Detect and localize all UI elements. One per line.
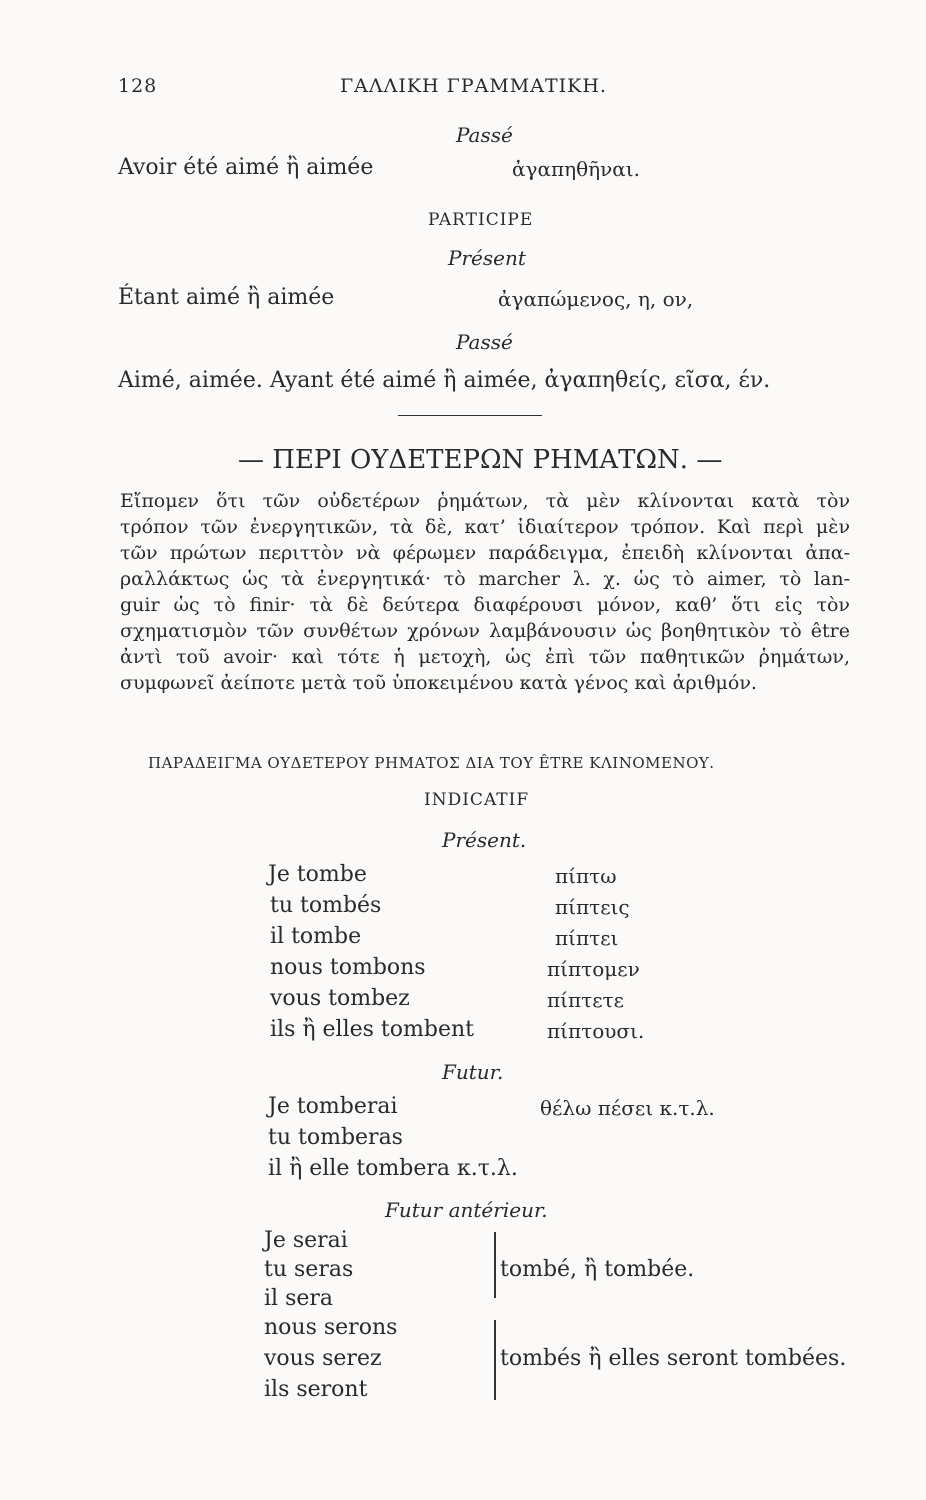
futur-fr-3: il ἢ elle tombera κ.τ.λ. xyxy=(268,1156,518,1181)
present-gr-5: πίπτετε xyxy=(547,988,624,1012)
fa-aux-3: il sera xyxy=(264,1286,334,1311)
paragraph-line: ραλλάκτως ὡς τὰ ἐνεργητικά· τὸ marcher λ. χ. ὡς τὸ aimer, τὸ lan- xyxy=(120,568,850,590)
paragraph-line: συμφωνεῖ ἀείποτε μετὰ τοῦ ὑποκειμένου κατὰ γένος καὶ ἀριθμόν. xyxy=(120,672,757,694)
present-gr-6: πίπτουσι. xyxy=(547,1019,645,1043)
passe-infinitive-gr: ἀγαπηθῆναι. xyxy=(512,157,640,181)
present-fr-6: ils ἢ elles tombent xyxy=(270,1017,474,1042)
passe-label-2: Passé xyxy=(456,330,513,354)
present-gr-2: πίπτεις xyxy=(555,895,630,919)
section-divider xyxy=(398,415,542,416)
present-participle-fr: Étant aimé ἢ aimée xyxy=(118,285,335,310)
present-fr-4: nous tombons xyxy=(270,955,426,980)
present-label: Présent xyxy=(448,246,526,270)
participe-heading: PARTICIPE xyxy=(428,210,534,230)
example-heading: ΠΑΡΑΔΕΙΓΜΑ ΟΥΔΕΤΕΡΟΥ ΡΗΜΑΤΟΣ ΔΙΑ ΤΟΥ ÊTRE ΚΛΙΝΟΜΕΝΟΥ. xyxy=(148,754,715,772)
paragraph-line: ἀντὶ τοῦ avoir· καὶ τότε ἡ μετοχὴ, ὡς ἐπὶ τῶν παθητικῶν ῥημάτων, xyxy=(120,646,850,668)
paragraph-line: σχηματισμὸν τῶν συνθέτων χρόνων λαμβάνουσιν ὡς βοηθητικὸν τὸ être xyxy=(120,620,850,642)
fa-aux-4: nous serons xyxy=(264,1315,398,1340)
passe-label: Passé xyxy=(456,123,513,147)
present-fr-3: il tombe xyxy=(270,924,362,949)
paragraph-line: τῶν πρώτων περιττὸν νὰ φέρωμεν παράδειγμα, ἐπειδὴ κλίνονται ἀπα- xyxy=(120,542,850,564)
futur-fr-2: tu tomberas xyxy=(268,1125,403,1150)
paragraph-line: guir ὡς τὸ finir· τὰ δὲ δεύτερα διαφέρουσι μόνον, καθ’ ὅτι εἰς τὸν xyxy=(120,594,850,616)
futur-label: Futur. xyxy=(442,1060,504,1084)
fa-aux-5: vous serez xyxy=(264,1346,382,1371)
paragraph-line: Εἴπομεν ὅτι τῶν οὐδετέρων ῥημάτων, τὰ μὲν κλίνονται κατὰ τὸν xyxy=(120,490,850,512)
present-fr-2: tu tombés xyxy=(270,893,382,918)
present-gr-1: πίπτω xyxy=(555,864,617,888)
fa-aux-1: Je serai xyxy=(264,1228,348,1253)
fa-singular-participle: tombé, ἢ tombée. xyxy=(500,1257,695,1282)
present-fr-5: vous tombez xyxy=(270,986,410,1011)
page-number: 128 xyxy=(118,75,158,97)
futur-anterieur-label: Futur antérieur. xyxy=(385,1198,548,1222)
brace-singular xyxy=(494,1232,496,1298)
brace-plural xyxy=(494,1320,496,1400)
paragraph-line: τρόπον τῶν ἐνεργητικῶν, τὰ δὲ, κατ’ ἰδιαίτερον τρόπον. Καὶ περὶ μὲν xyxy=(120,516,850,538)
present-gr-4: πίπτομεν xyxy=(547,957,640,981)
present-tense-label: Présent. xyxy=(442,828,527,852)
fa-aux-2: tu seras xyxy=(264,1257,354,1282)
past-participle-line: Aimé, aimée. Ayant été aimé ἢ aimée, ἀγαπηθείς, εῖσα, έν. xyxy=(118,368,771,393)
present-gr-3: πίπτει xyxy=(555,926,619,950)
fa-aux-6: ils seront xyxy=(264,1377,368,1402)
fa-plural-participle: tombés ἢ elles seront tombées. xyxy=(500,1346,847,1371)
indicatif-heading: INDICATIF xyxy=(424,790,530,810)
section-title: — ΠΕΡΙ ΟΥΔΕΤΕΡΩΝ ΡΗΜΑΤΩΝ. — xyxy=(238,445,723,475)
futur-gr-1: θέλω πέσει κ.τ.λ. xyxy=(540,1096,715,1120)
passe-infinitive-fr: Avoir été aimé ἢ aimée xyxy=(118,155,374,180)
running-title: ΓΑΛΛΙΚΗ ΓΡΑΜΜΑΤΙΚΗ. xyxy=(340,75,607,97)
futur-fr-1: Je tomberai xyxy=(268,1094,398,1119)
present-fr-1: Je tombe xyxy=(268,862,367,887)
section-paragraph xyxy=(120,488,850,696)
present-participle-gr: ἀγαπώμενος, η, ον, xyxy=(498,287,694,311)
